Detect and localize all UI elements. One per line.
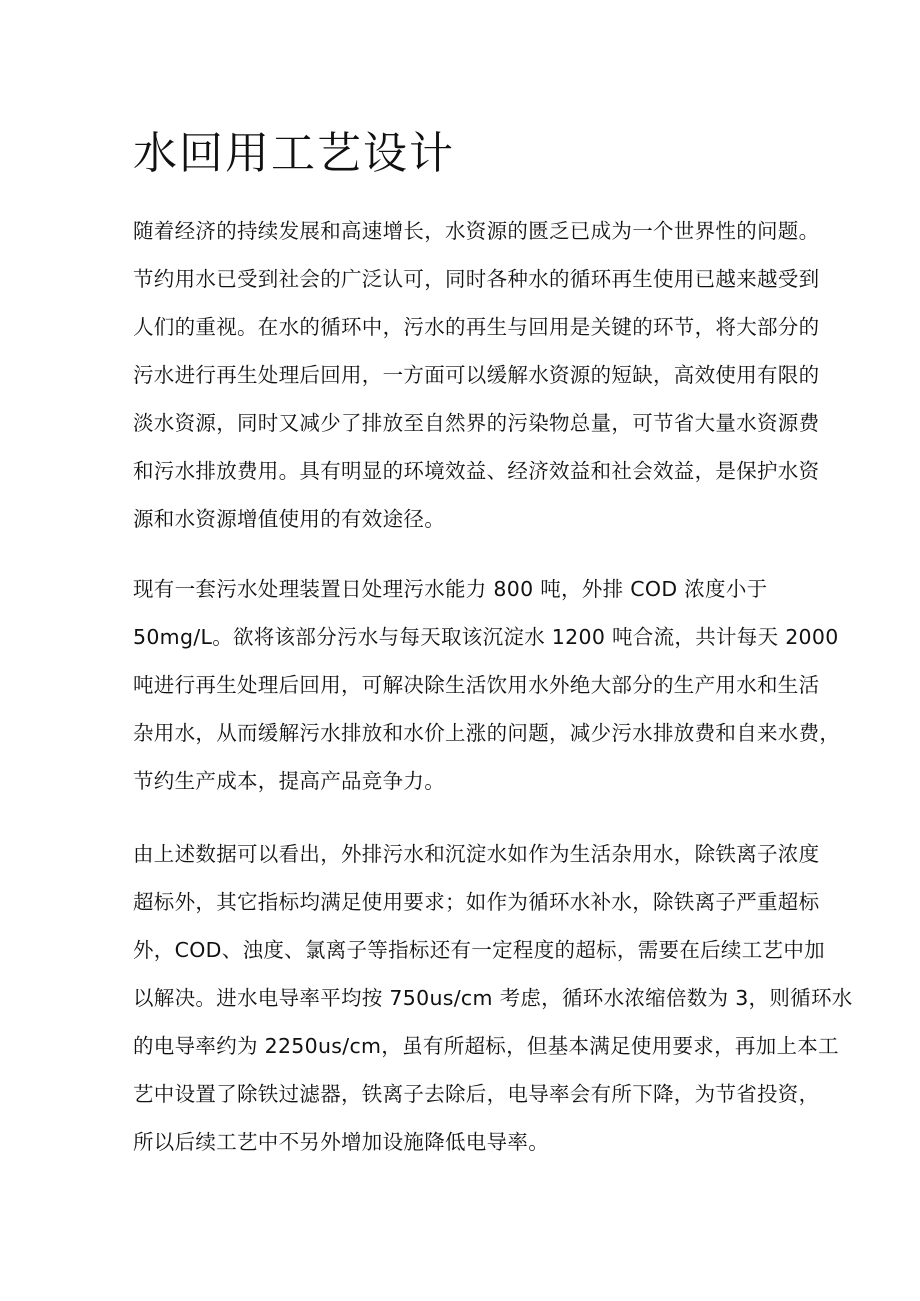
paragraph-current-situation xyxy=(133,565,841,805)
paragraph-line: 以解决。进水电导率平均按 750us/cm 考虑，循环水浓缩倍数为 3，则循环水 xyxy=(133,986,853,1010)
paragraph-intro xyxy=(133,207,820,543)
paragraph-line: 随着经济的持续发展和高速增长，水资源的匮乏已成为一个世界性的问题。 xyxy=(133,219,820,243)
paragraph-line: 污水进行再生处理后回用，一方面可以缓解水资源的短缺，高效使用有限的 xyxy=(133,363,820,387)
paragraph-line: 50mg/L。欲将该部分污水与每天取该沉淀水 1200 吨合流，共计每天 2000 xyxy=(133,625,839,649)
paragraph-line: 源和水资源增值使用的有效途径。 xyxy=(133,507,445,531)
paragraph-line: 人们的重视。在水的循环中，污水的再生与回用是关键的环节，将大部分的 xyxy=(133,315,820,339)
paragraph-line: 所以后续工艺中不另外增加设施降低电导率。 xyxy=(133,1130,549,1154)
paragraph-line: 艺中设置了除铁过滤器，铁离子去除后，电导率会有所下降，为节省投资， xyxy=(133,1082,820,1106)
paragraph-line: 吨进行再生处理后回用，可解决除生活饮用水外绝大部分的生产用水和生活 xyxy=(133,673,820,697)
page-title: 水回用工艺设计 xyxy=(133,128,455,179)
paragraph-line: 超标外，其它指标均满足使用要求；如作为循环水补水，除铁离子严重超标 xyxy=(133,890,820,914)
paragraph-line: 杂用水，从而缓解污水排放和水价上涨的问题，减少污水排放费和自来水费， xyxy=(133,721,841,745)
paragraph-line: 和污水排放费用。具有明显的环境效益、经济效益和社会效益，是保护水资 xyxy=(133,459,820,483)
paragraph-line: 由上述数据可以看出，外排污水和沉淀水如作为生活杂用水，除铁离子浓度 xyxy=(133,842,820,866)
paragraph-line: 节约生产成本，提高产品竞争力。 xyxy=(133,769,445,793)
paragraph-line: 现有一套污水处理装置日处理污水能力 800 吨，外排 COD 浓度小于 xyxy=(133,577,768,601)
paragraph-analysis xyxy=(133,830,853,1166)
paragraph-line: 外，COD、浊度、氯离子等指标还有一定程度的超标，需要在后续工艺中加 xyxy=(133,938,825,962)
paragraph-line: 淡水资源，同时又减少了排放至自然界的污染物总量，可节省大量水资源费 xyxy=(133,411,820,435)
paragraph-line: 节约用水已受到社会的广泛认可，同时各种水的循环再生使用已越来越受到 xyxy=(133,267,820,291)
paragraph-line: 的电导率约为 2250us/cm，虽有所超标，但基本满足使用要求，再加上本工 xyxy=(133,1034,839,1058)
